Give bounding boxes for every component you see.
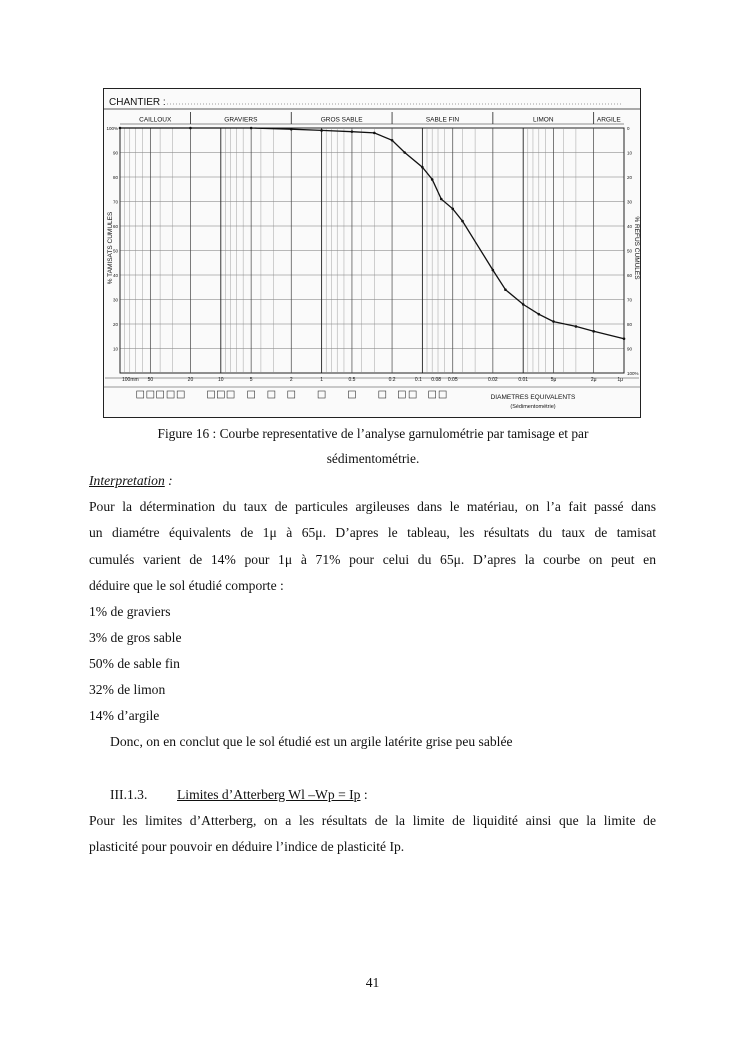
x-tick-label: 1 [320,377,323,383]
data-point [373,132,376,135]
figure-caption-continued: sédimentométrie. [326,451,420,466]
diameter-label: DIAMETRES EQUIVALENTS [490,394,576,401]
right-tick-label: 40 [627,224,633,229]
data-point [320,129,323,132]
paragraph-line: un diamétre équivalents de 1μ à 65μ. D’apres le tableau, les résultats du taux de tamisat [89,525,656,540]
x-tick-label: 0.01 [518,377,529,383]
page-number: 41 [365,975,380,990]
right-tick-label: 70 [627,297,633,303]
data-point [538,313,541,316]
x-tick-label: 10 [218,377,224,383]
data-point [522,303,525,306]
right-tick-label: 20 [627,175,633,180]
x-tick-label: 0.2 [388,377,396,383]
left-tick-label: 80 [112,175,118,180]
figure-border [104,89,641,418]
data-point [575,325,578,328]
section-title-suffix: : [360,787,368,802]
right-tick-label: 10 [627,150,633,156]
section-title: Limites d’Atterberg Wl –Wp = Ip [177,787,361,802]
composition-item-graviers: 1% de graviers [89,604,171,619]
data-point [189,127,192,130]
right-tick-label: 100% [627,371,639,376]
x-tick-label: 100mm [122,377,139,383]
x-tick-label: 2μ [590,377,597,383]
category-label: GRAVIERS [224,116,258,124]
x-tick-label: 0.08 [431,377,442,383]
interpretation-heading [89,473,173,489]
data-point [351,130,354,133]
right-tick-label: 30 [627,199,633,205]
figure-caption: Figure 16 : Courbe representative de l’analyse garnulométrie par tamisage et par [157,426,589,441]
granulometry-chart [103,88,641,418]
left-tick-label: 20 [112,322,118,327]
diameter-sublabel: (Sédimentométrie) [510,404,556,410]
x-tick-label: 0.05 [447,377,458,383]
data-point [391,139,394,142]
composition-item-sable-fin: 50% de sable fin [89,656,180,671]
data-point [431,178,434,181]
right-tick-label: 50 [627,248,633,254]
paragraph-line: cumulés varient de 14% pour 1μ à 71% pour celui du 65μ. D’apres la courbe on peut en [89,552,656,567]
paragraph-line: Pour la détermination du taux de particules argileuses dans le matériau, on l’a fait passé dans [89,499,656,514]
right-axis-title: % REFUS CUMULES [633,216,640,280]
category-label: CAILLOUX [139,116,172,124]
section-number: III.1.3. [110,787,148,802]
category-label: ARGILE [596,116,621,124]
composition-item-limon: 32% de limon [89,682,166,697]
category-label: SABLE FIN [425,116,460,124]
left-tick-label: 50 [112,248,118,254]
left-axis-title: % TAMISATS CUMULES [107,211,114,285]
data-point [623,337,626,340]
granulometry-figure [103,88,641,418]
right-tick-label: 80 [627,322,633,327]
paragraph-line: Pour les limites d’Atterberg, on a les résultats de la limite de liquidité ainsi que la limite de [89,813,656,828]
left-tick-label: 60 [112,224,118,229]
data-point [403,151,406,154]
x-tick-label: 0.1 [414,377,422,383]
x-tick-label: 50 [147,377,154,383]
x-tick-label: 2 [289,377,293,383]
data-point [461,220,464,223]
data-point [290,128,293,131]
data-point [552,320,555,323]
x-tick-label: 5 [249,377,253,383]
x-tick-label: 20 [187,377,194,383]
right-tick-label: 60 [627,273,633,278]
composition-item-argile: 14% d’argile [89,708,160,723]
x-tick-label: 1μ [617,377,623,383]
data-point [451,208,454,211]
left-tick-label: 30 [112,297,118,303]
data-point [250,127,253,130]
left-tick-label: 90 [112,150,118,156]
chantier-label: CHANTIER : [109,97,166,108]
left-tick-label: 40 [112,273,118,278]
section-heading [110,787,368,803]
category-label: LIMON [532,116,554,124]
conclusion-text: Donc, on en conclut que le sol étudié est un argile latérite grise peu sablée [110,734,513,749]
x-tick-label: 5μ [550,377,557,383]
left-tick-label: 70 [112,199,118,205]
x-tick-label: 0.5 [348,377,356,383]
data-point [592,330,595,333]
composition-item-gros-sable: 3% de gros sable [89,630,182,645]
paragraph-line: plasticité pour pouvoir en déduire l’indice de plasticité Ip. [89,839,405,854]
interpretation-heading-suffix: : [164,473,173,488]
data-point [492,269,495,272]
right-tick-label: 0 [627,126,630,131]
data-point [504,288,507,291]
interpretation-heading-text: Interpretation [89,473,165,488]
category-label: GROS SABLE [320,116,363,124]
data-point [119,127,122,130]
paragraph-line: déduire que le sol étudié comporte : [89,578,284,593]
left-tick-label: 10 [112,346,118,352]
data-point [421,166,424,169]
right-tick-label: 90 [627,346,633,352]
data-point [440,198,443,201]
x-tick-label: 0.02 [487,377,498,383]
left-tick-label: 100% [106,126,118,131]
